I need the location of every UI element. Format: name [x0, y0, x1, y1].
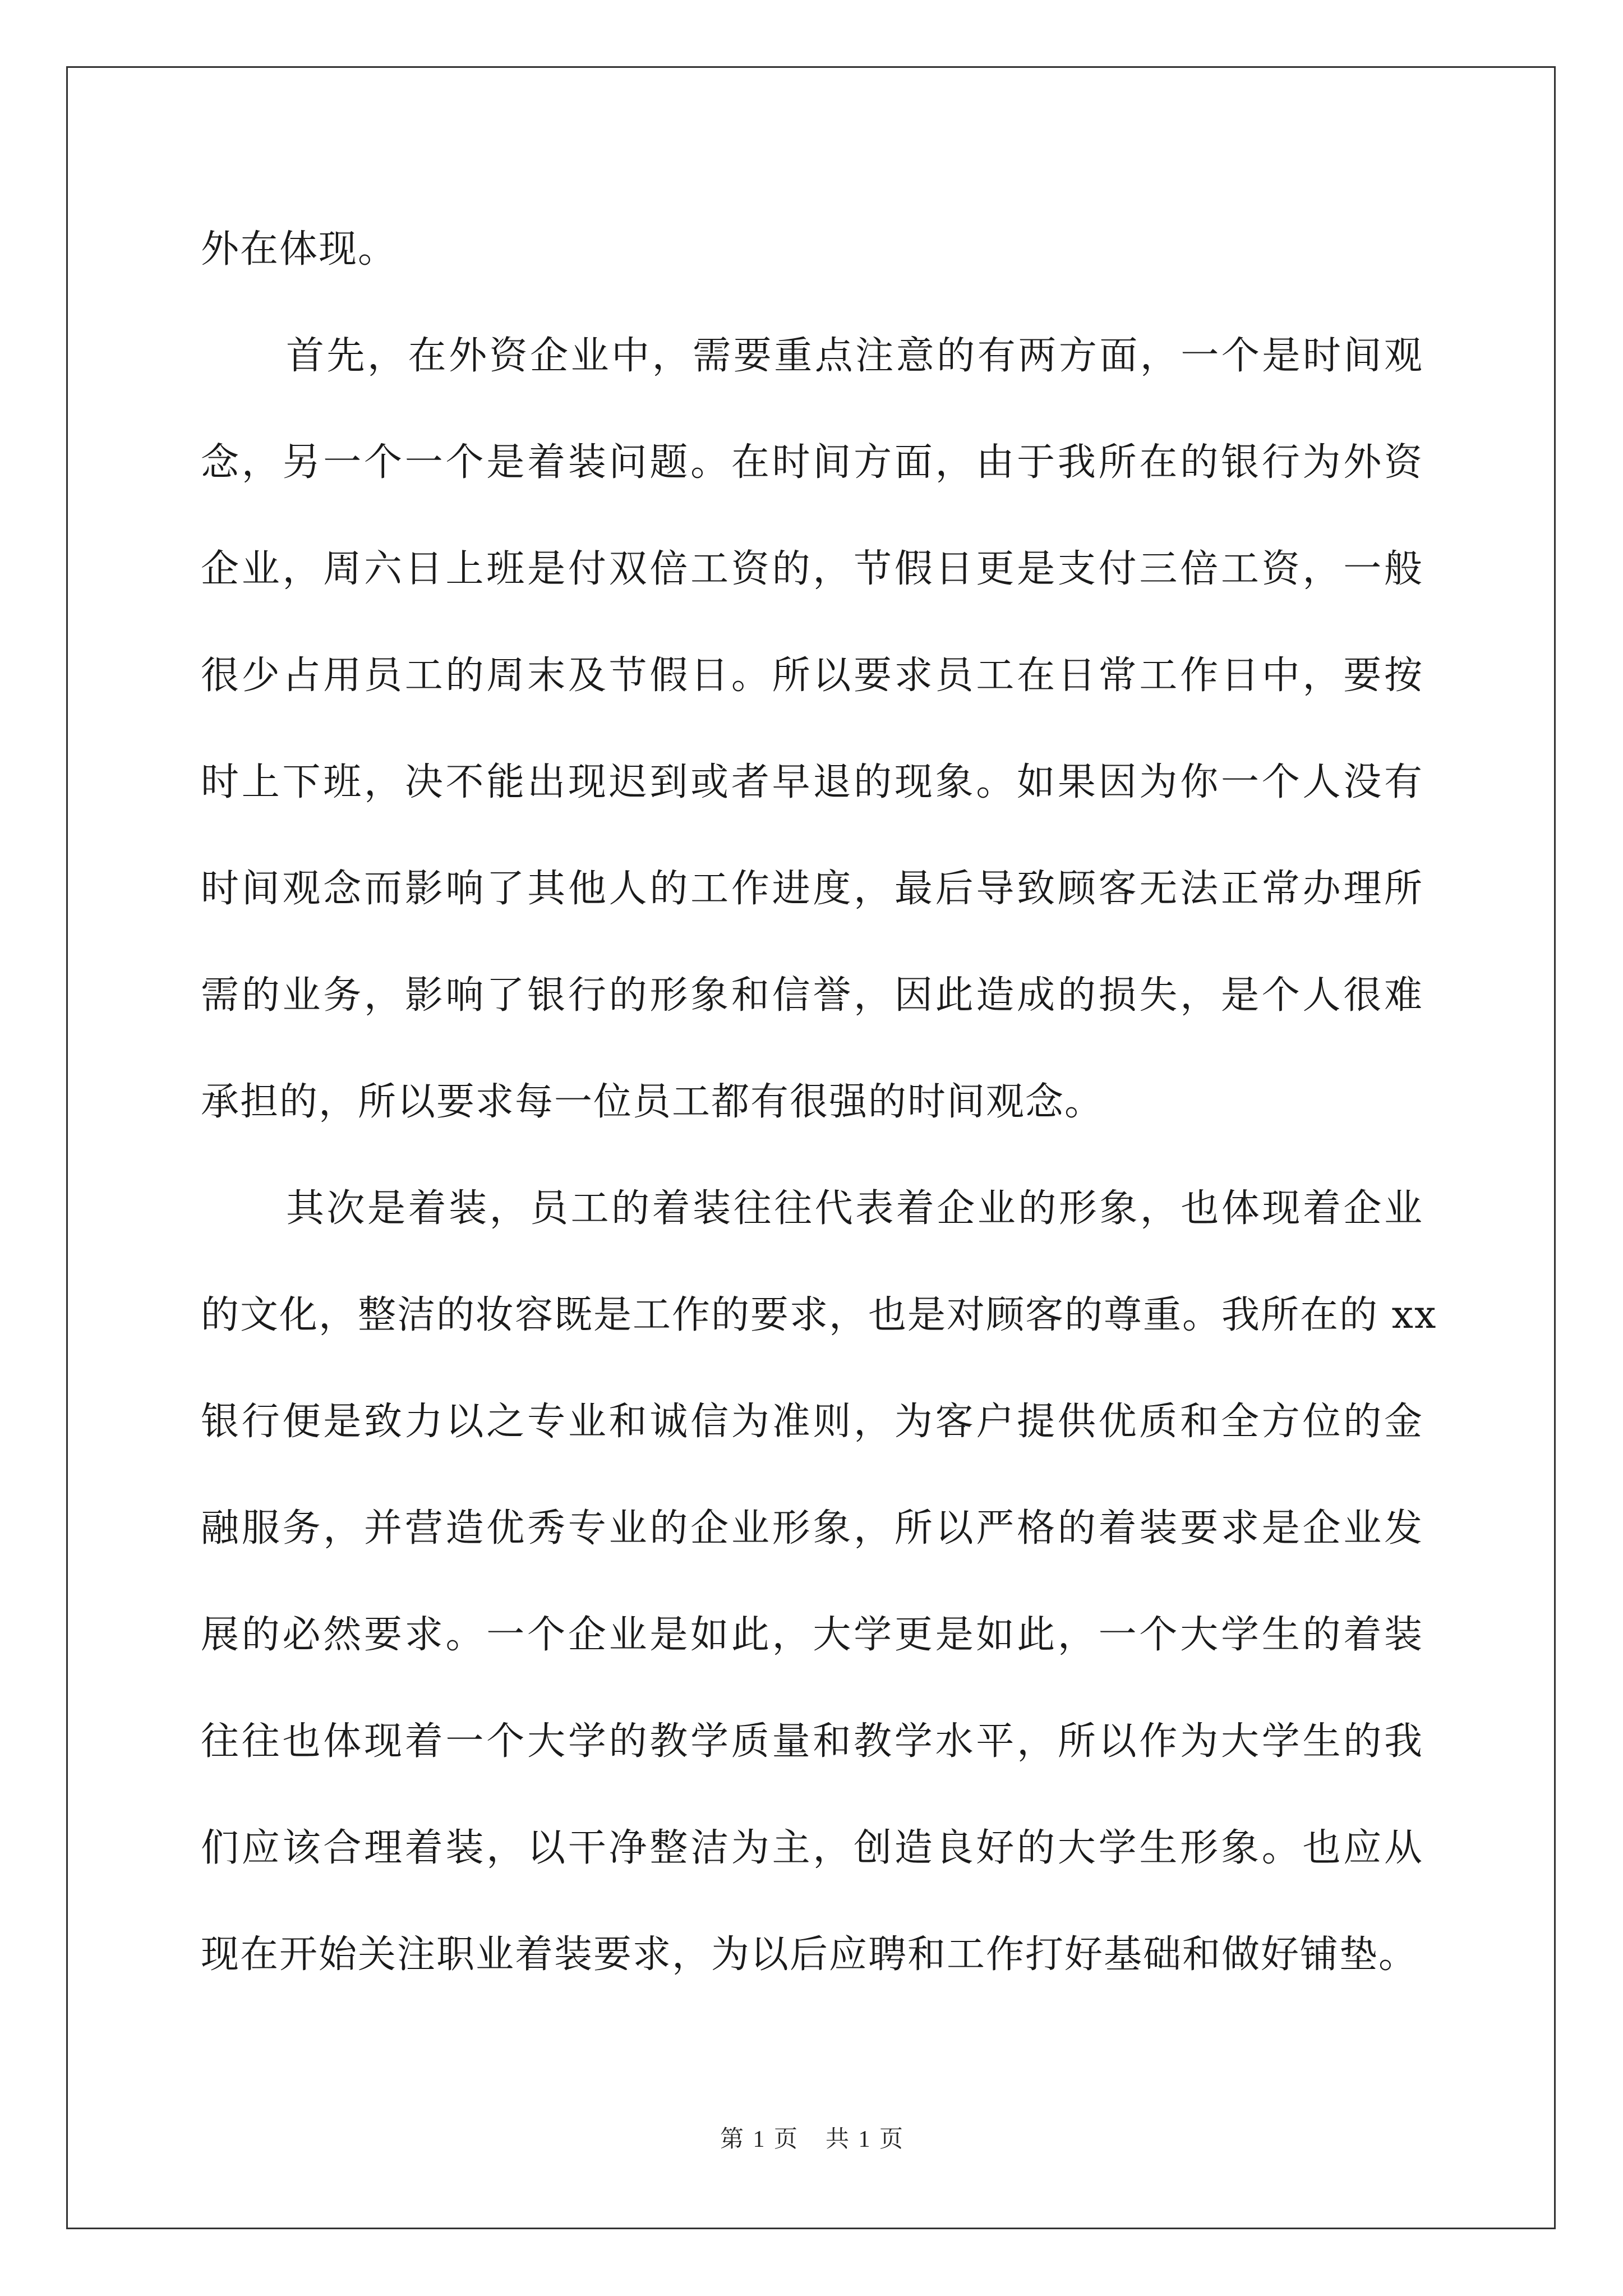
text-line: 念，另一个一个是着装问题。在时间方面，由于我所在的银行为外资 — [201, 440, 1423, 485]
text-line: 们应该合理着装，以干净整洁为主，创造良好的大学生形象。也应从 — [201, 1826, 1423, 1870]
text-line: 企业，周六日上班是付双倍工资的，节假日更是支付三倍工资，一般 — [201, 547, 1423, 591]
text-line: 展的必然要求。一个企业是如此，大学更是如此，一个大学生的着装 — [201, 1613, 1423, 1657]
page-total: 共 1 页 — [826, 2127, 903, 2152]
text-line: 外在体现。 — [201, 227, 398, 272]
text-line: 的文化，整洁的妆容既是工作的要求，也是对顾客的尊重。我所在的 xx — [201, 1293, 1437, 1337]
text-line: 往往也体现着一个大学的教学质量和教学水平，所以作为大学生的我 — [201, 1719, 1423, 1764]
text-line: 很少占用员工的周末及节假日。所以要求员工在日常工作日中，要按 — [201, 654, 1423, 698]
text-line: 时间观念而影响了其他人的工作进度，最后导致顾客无法正常办理所 — [201, 867, 1423, 911]
text-line: 银行便是致力以之专业和诚信为准则，为客户提供优质和全方位的金 — [201, 1400, 1423, 1444]
text-line: 其次是着装，员工的着装往往代表着企业的形象，也体现着企业 — [286, 1186, 1423, 1231]
page-number: 第 1 页 — [720, 2127, 797, 2152]
text-line: 融服务，并营造优秀专业的企业形象，所以严格的着装要求是企业发 — [201, 1506, 1423, 1550]
document-body — [201, 213, 1437, 2025]
text-line: 现在开始关注职业着装要求，为以后应聘和工作打好基础和做好铺垫。 — [201, 1932, 1418, 1977]
text-line: 时上下班，决不能出现迟到或者早退的现象。如果因为你一个人没有 — [201, 760, 1423, 804]
text-line: 需的业务，影响了银行的形象和信誉，因此造成的损失，是个人很难 — [201, 973, 1423, 1018]
text-line: 首先，在外资企业中，需要重点注意的有两方面，一个是时间观 — [286, 334, 1423, 378]
text-line: 承担的，所以要求每一位员工都有很强的时间观念。 — [201, 1080, 1104, 1124]
page-footer — [0, 2120, 1623, 2154]
